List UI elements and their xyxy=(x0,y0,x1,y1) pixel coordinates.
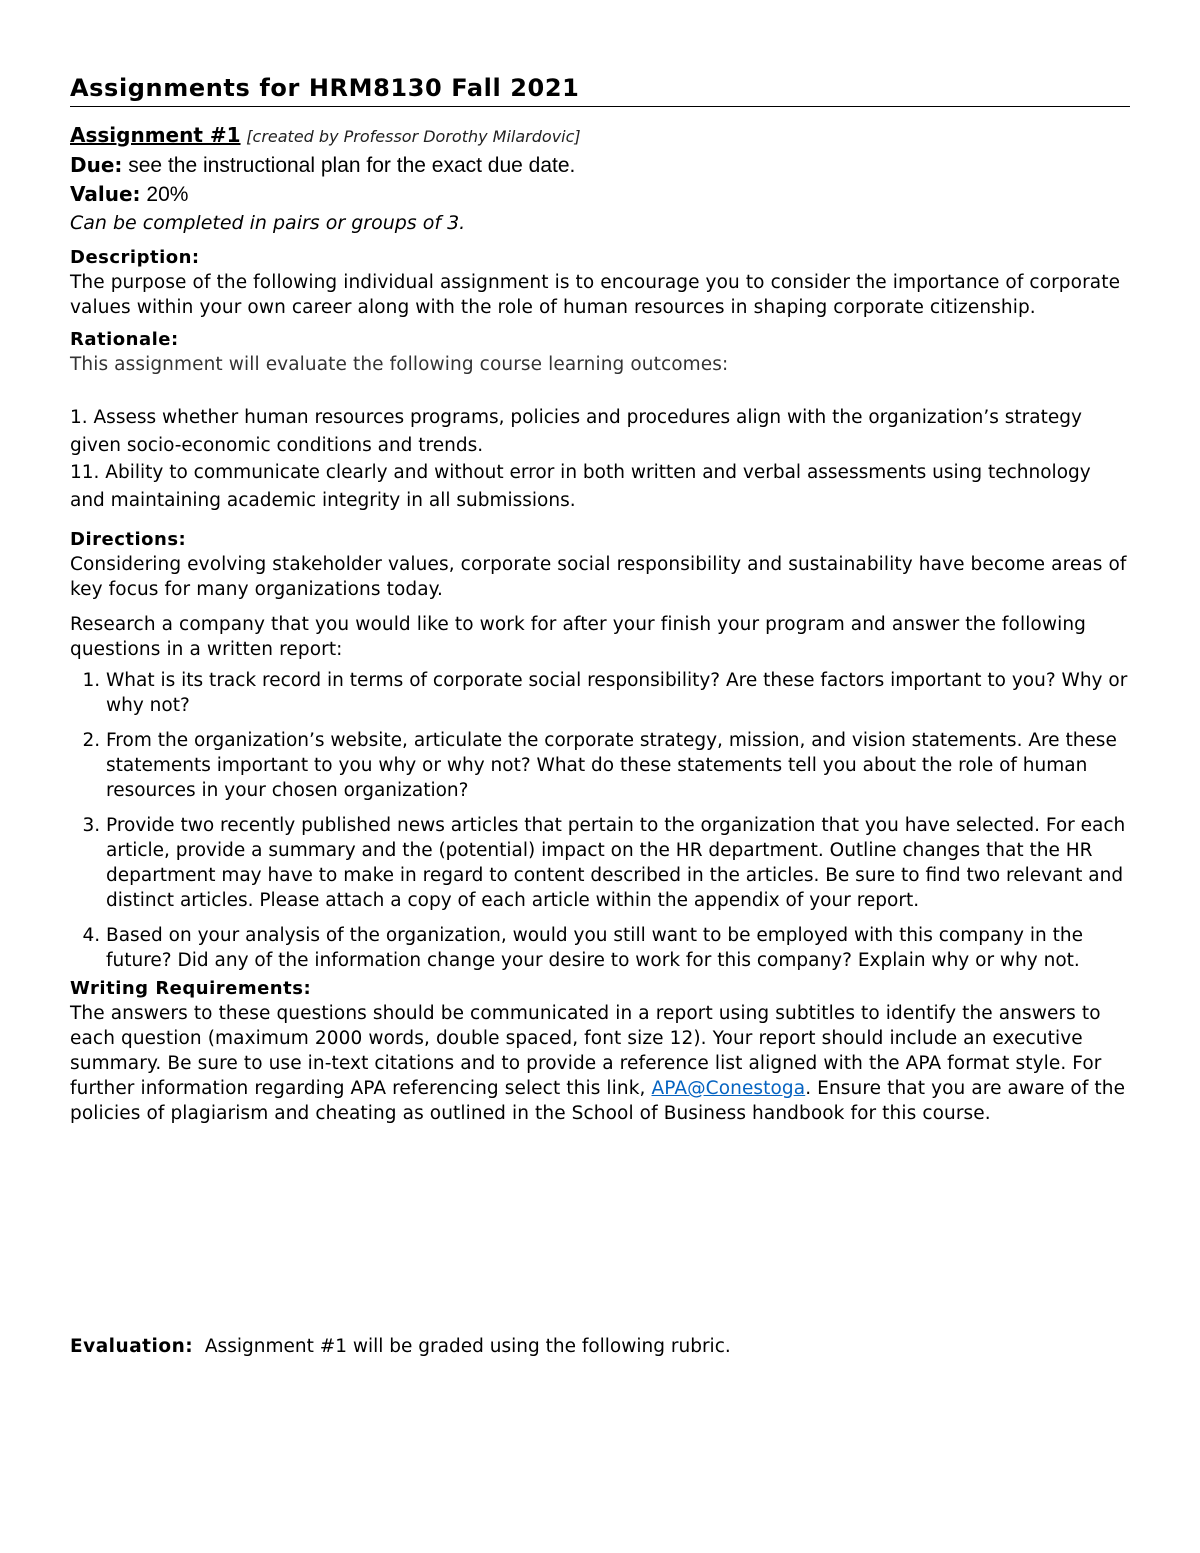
question-item: 2. From the organization’s website, articulate the corporate strategy, mission, and vision statements. Are these statements important to you why or why not? What do these statements tell you about the role of human resources in your chosen organization? xyxy=(106,728,1130,803)
writing-text-before-link: The answers to these questions should be communicated in a report using subtitles to identify the answers to each question (maximum 2000 words, double spaced, font size 12). Your report should include an executive summary. Be sure to use in-text citations and to provide a reference list aligned with the APA format style. For further information regarding APA referencing select this link, xyxy=(70,1003,1102,1099)
directions-heading: Directions: xyxy=(70,529,187,550)
rationale-heading: Rationale: xyxy=(70,329,179,350)
evaluation-label: Evaluation: xyxy=(70,1336,194,1357)
writing-text xyxy=(70,1001,1130,1126)
question-item: 3. Provide two recently published news articles that pertain to the organization that you have selected. For each article, provide a summary and the (potential) impact on the HR department. Outline changes that the HR department may have to make in regard to content described in the articles. Be sure to find two relevant and distinct articles. Please attach a copy of each article within the appendix of your report. xyxy=(106,813,1130,913)
document-title: Assignments for HRM8130 Fall 2021 xyxy=(70,72,1130,107)
assignment-header xyxy=(70,121,1130,151)
evaluation-text: Assignment #1 will be graded using the following rubric. xyxy=(204,1336,731,1357)
due-label: Due: xyxy=(70,153,123,177)
due-text: see the instructional plan for the exact due date. xyxy=(128,154,576,177)
writing-text-after-link: . Ensure that you are aware of the policies of plagiarism and cheating as outlined in the School of Business handbook for this course. xyxy=(70,1078,1126,1124)
directions-paragraph-2: Research a company that you would like to work for after your finish your program and answer the following questions in a written report: xyxy=(70,614,1086,660)
description-heading: Description: xyxy=(70,247,200,268)
writing-heading: Writing Requirements: xyxy=(70,978,312,999)
question-list xyxy=(70,668,1130,973)
outcome-1: 1. Assess whether human resources programs, policies and procedures align with the organization’s strategy given socio-economic conditions and trends. xyxy=(70,407,1082,456)
value-line xyxy=(70,180,1130,209)
due-line xyxy=(70,151,1130,180)
evaluation-line xyxy=(70,1334,731,1359)
apa-link[interactable]: APA@Conestoga xyxy=(651,1078,806,1099)
rationale-intro: This assignment will evaluate the following course learning outcomes: xyxy=(70,354,729,375)
question-item: 1. What is its track record in terms of corporate social responsibility? Are these factors important to you? Why or why not? xyxy=(106,668,1130,718)
document-page xyxy=(70,72,1130,1357)
directions-paragraph-1: Considering evolving stakeholder values, corporate social responsibility and sustainability have become areas of key focus for many organizations today. xyxy=(70,554,1127,600)
assignment-name: Assignment #1 xyxy=(70,123,241,147)
assignment-credit: [created by Professor Dorothy Milardovic] xyxy=(246,127,581,146)
description-text: The purpose of the following individual assignment is to encourage you to consider the importance of corporate values within your own career along with the role of human resources in shaping corporate citizenship. xyxy=(70,272,1121,318)
question-item: 4. Based on your analysis of the organization, would you still want to be employed with this company in the future? Did any of the information change your desire to work for this company? Explain why or why not. xyxy=(106,923,1130,973)
outcome-11: 11. Ability to communicate clearly and without error in both written and verbal assessments using technology and maintaining academic integrity in all submissions. xyxy=(70,462,1091,511)
value-label: Value: xyxy=(70,182,141,206)
value-text: 20% xyxy=(146,183,189,206)
group-note: Can be completed in pairs or groups of 3. xyxy=(70,212,466,234)
